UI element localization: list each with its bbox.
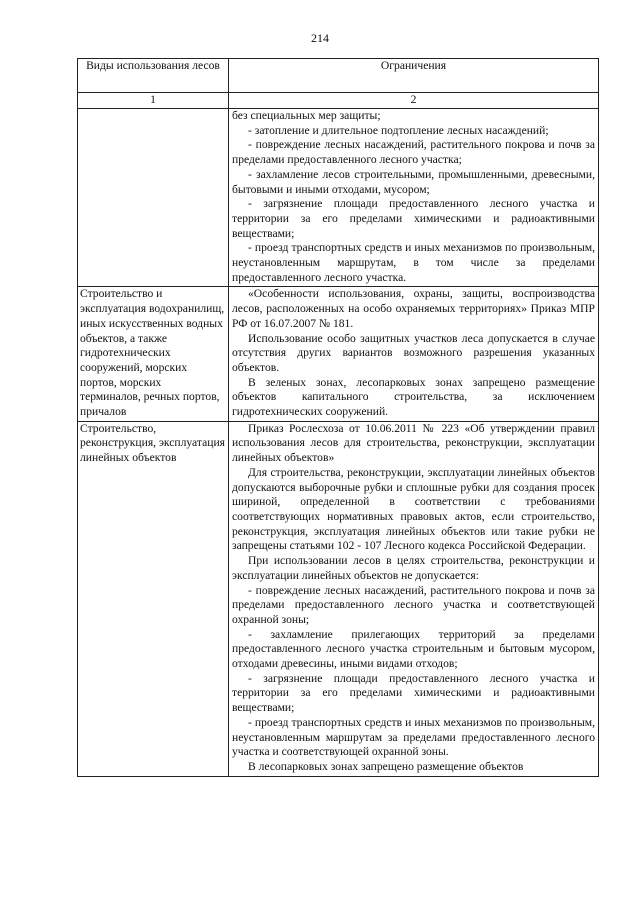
restrictions-table xyxy=(77,58,599,777)
usage-type-cell: Строительство и эксплуатация водохранилищ, иных искусственных водных объектов, а также гидротехнических сооружений, морских портов, морских терминалов, речных портов, причалов xyxy=(78,287,229,421)
restriction-paragraph: Для строительства, реконструкции, эксплуатации линейных объектов допускаются выборочные рубки и сплошные рубки для создания просек шириной, определенной в соответствии с требованиями соответствующих нормативных правовых актов, если строительство, реконструкция, эксплуатация линейных объектов или такие рубки не запрещены статьями 102 - 107 Лесного кодекса Российской Федерации. xyxy=(232,465,595,553)
header-col-restrictions: Ограничения xyxy=(229,59,599,93)
restriction-paragraph: - загрязнение площади предоставленного лесного участка и территории за его пределами химическими и радиоактивными веществами; xyxy=(232,671,595,715)
header-col-usage-type: Виды использования лесов xyxy=(78,59,229,93)
restriction-paragraph: «Особенности использования, охраны, защиты, воспроизводства лесов, расположенных на особо охраняемых территориях» Приказ МПР РФ от 16.07.2007 № 181. xyxy=(232,287,595,330)
restriction-paragraph: - повреждение лесных насаждений, растительного покрова и почв за пределами предоставленного лесного участка и соответствующей охранной зоны; xyxy=(232,583,595,626)
restriction-paragraph: - проезд транспортных средств и иных механизмов по произвольным, неустановленным маршрутам за пределами предоставленного лесного участка и соответствующей охранной зоны. xyxy=(232,715,595,759)
column-number-1: 1 xyxy=(78,93,229,109)
restriction-paragraph: Приказ Рослесхоза от 10.06.2011 № 223 «Об утверждении правил использования лесов для строительства, реконструкции, эксплуатации линейных объектов» xyxy=(232,421,595,465)
column-number-2: 2 xyxy=(229,93,599,109)
restrictions-cell xyxy=(229,287,599,421)
restriction-paragraph: без специальных мер защиты; xyxy=(232,109,381,122)
table-row xyxy=(78,287,599,421)
table-header-row xyxy=(78,59,599,93)
restriction-paragraph: Использование особо защитных участков леса допускается в случае отсутствия других вариантов возможного разрешения указанных объектов. xyxy=(232,331,595,374)
page-number: 214 xyxy=(311,31,329,45)
table-row xyxy=(78,421,599,776)
restrictions-cell xyxy=(229,421,599,776)
restriction-paragraph: - повреждение лесных насаждений, растительного покрова и почв за пределами предоставленного лесного участка; xyxy=(232,138,595,167)
table-row xyxy=(78,109,599,287)
restrictions-cell xyxy=(229,109,599,287)
restriction-paragraph: В зеленых зонах, лесопарковых зонах запрещено размещение объектов капитального строительства, за исключением гидротехнических сооружений. xyxy=(232,375,595,419)
restriction-paragraph: - загрязнение площади предоставленного лесного участка и территории за его пределами химическими и радиоактивными веществами; xyxy=(232,197,595,240)
restriction-paragraph: - захламление лесов строительными, промышленными, древесными, бытовыми и иными отходами, мусором; xyxy=(232,167,595,196)
usage-type-cell: Строительство, реконструкция, эксплуатация линейных объектов xyxy=(78,421,229,776)
restriction-paragraph: - захламление прилегающих территорий за пределами предоставленного лесного участка строительным и бытовым мусором, отходами древесины, иными видами отходов; xyxy=(232,627,595,671)
restriction-paragraph: В лесопарковых зонах запрещено размещение объектов xyxy=(248,759,524,773)
column-number-row xyxy=(78,93,599,109)
usage-type-cell xyxy=(78,109,229,287)
restriction-paragraph: При использовании лесов в целях строительства, реконструкции и эксплуатации линейных объектов не допускается: xyxy=(232,554,595,582)
restriction-paragraph: - проезд транспортных средств и иных механизмов по произвольным, неустановленным маршрутам, в том числе за пределами предоставленного лесного участка. xyxy=(232,241,595,284)
restriction-paragraph: - затопление и длительное подтопление лесных насаждений; xyxy=(248,123,549,137)
